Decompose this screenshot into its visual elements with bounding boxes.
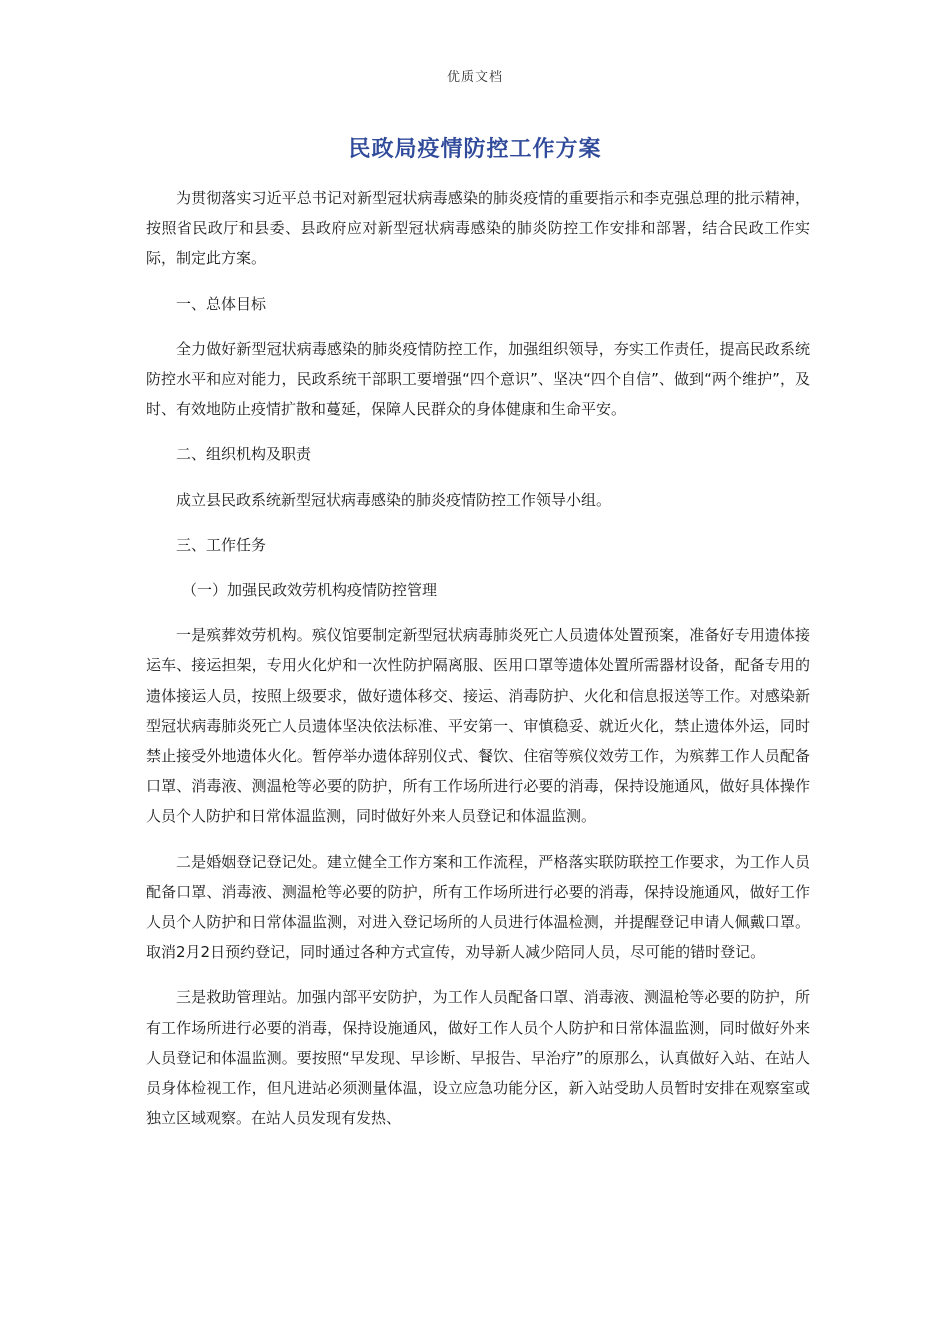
document-body — [146, 183, 810, 1148]
section-heading-organization: 二、组织机构及职责 — [176, 445, 312, 464]
header-note: 优质文档 — [446, 70, 503, 85]
subsection-heading-service-agencies: （一）加强民政效劳机构疫情防控管理 — [182, 581, 438, 600]
section-heading-tasks: 三、工作任务 — [176, 535, 267, 554]
funeral-services-paragraph: 一是殡葬效劳机构。殡仪馆要制定新型冠状病毒肺炎死亡人员遗体处置预案，准备好专用遗体接运车、接运担架，专用火化炉和一次性防护隔离服、医用口罩等遗体处置所需器材设备，配备专用的遗体接运人员，按照上级要求，做好遗体移交、接运、消毒防护、火化和信息报送等工作。对感染新型冠状病毒肺炎死亡人员遗体坚决依法标准、平安第一、审慎稳妥、就近火化，禁止遗体外运，同时禁止接受外地遗体火化。暂停举办遗体辞别仪式、餐饮、住宿等殡仪效劳工作，为殡葬工作人员配备口罩、消毒液、测温枪等必要的防护，所有工作场所进行必要的消毒，保持设施通风，做好具体操作人员个人防护和日常体温监测，同时做好外来人员登记和体温监测。 — [146, 626, 810, 826]
rescue-station-paragraph: 三是救助管理站。加强内部平安防护，为工作人员配备口罩、消毒液、测温枪等必要的防护，所有工作场所进行必要的消毒，保持设施通风，做好工作人员个人防护和日常体温监测，同时做好外来人员登记和体温监测。要按照“早发现、早诊断、早报告、早治疗”的原那么，认真做好入站、在站人员身体检视工作，但凡进站必须测量体温，设立应急功能分区，新入站受助人员暂时安排在观察室或独立区域观察。在站人员发现有发热、 — [146, 988, 810, 1128]
section-heading-overall-goal: 一、总体目标 — [176, 294, 267, 313]
organization-paragraph: 成立县民政系统新型冠状病毒感染的肺炎疫情防控工作领导小组。 — [176, 490, 612, 509]
intro-paragraph: 为贯彻落实习近平总书记对新型冠状病毒感染的肺炎疫情的重要指示和李克强总理的批示精神，按照省民政厅和县委、县政府应对新型冠状病毒感染的肺炎防控工作安排和部署，结合民政工作实际，制定此方案。 — [146, 189, 810, 268]
marriage-registration-paragraph: 二是婚姻登记登记处。建立健全工作方案和工作流程，严格落实联防联控工作要求，为工作人员配备口罩、消毒液、测温枪等必要的防护，所有工作场所进行必要的消毒，保持设施通风，做好工作人员个人防护和日常体温监测，对进入登记场所的人员进行体温检测，并提醒登记申请人佩戴口罩。取消2月2日预约登记，同时通过各种方式宣传，劝导新人减少陪同人员，尽可能的错时登记。 — [146, 852, 810, 962]
document-title: 民政局疫情防控工作方案 — [348, 137, 602, 162]
overall-goal-paragraph: 全力做好新型冠状病毒感染的肺炎疫情防控工作，加强组织领导，夯实工作责任，提高民政系统防控水平和应对能力，民政系统干部职工要增强“四个意识”、坚决“四个自信”、做到“两个维护”，及时、有效地防止疫情扩散和蔓延，保障人民群众的身体健康和生命平安。 — [146, 339, 810, 419]
